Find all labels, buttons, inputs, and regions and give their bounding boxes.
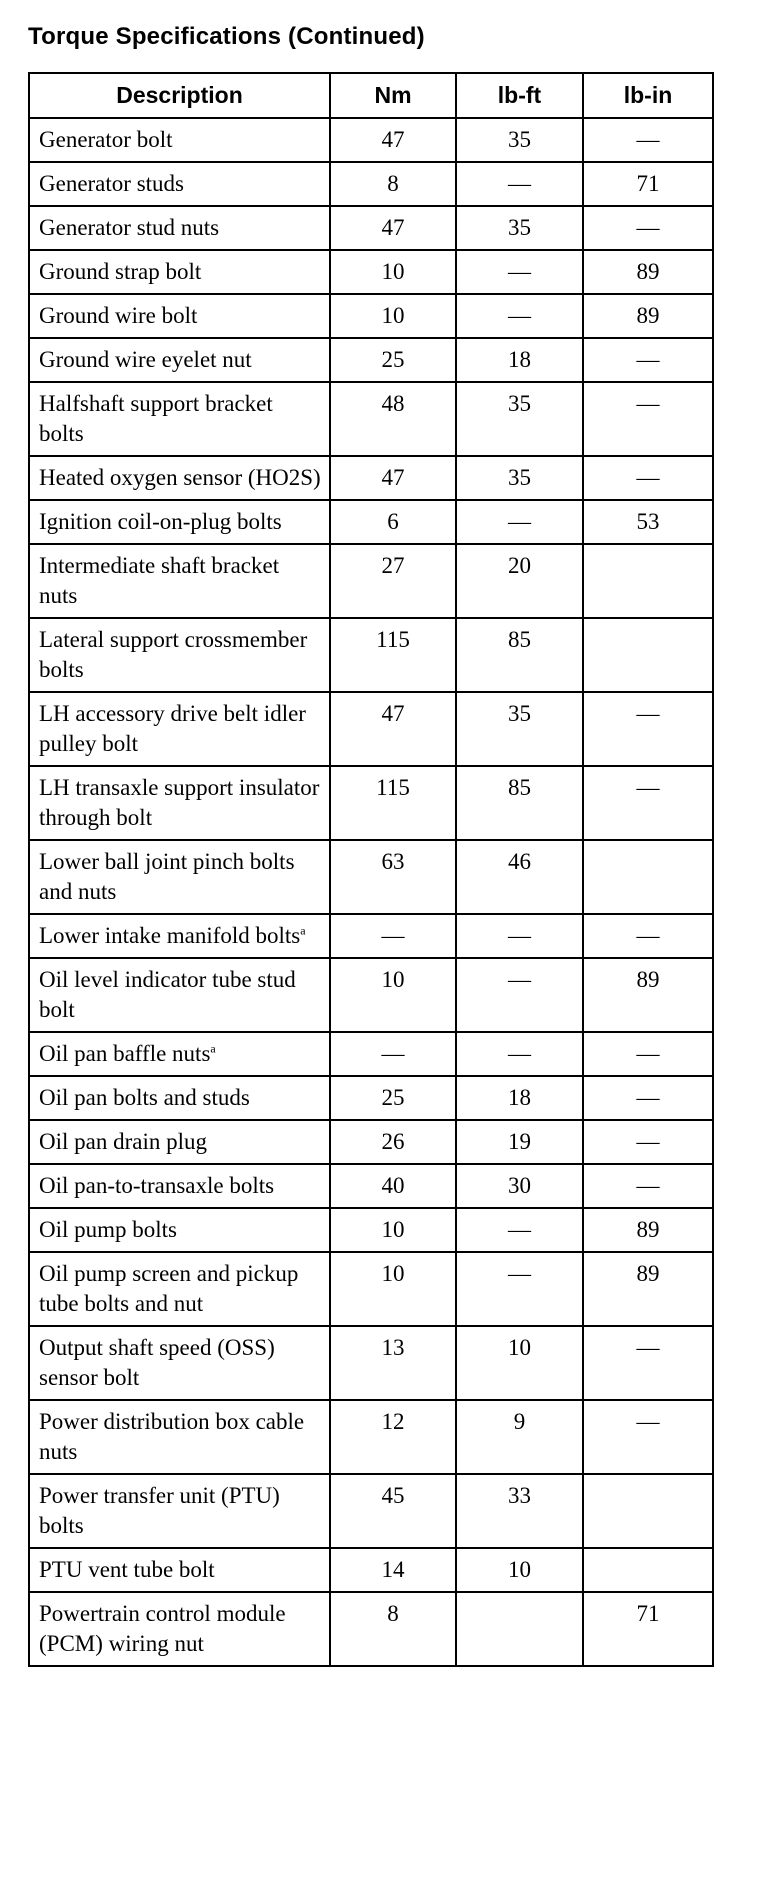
lb-in-cell (583, 840, 713, 914)
description-cell (29, 1592, 330, 1666)
header-lb-in: lb-in (583, 73, 713, 118)
lb-in-cell: — (583, 1120, 713, 1164)
table-row (29, 206, 713, 250)
description-text: Oil level indicator tube stud bolt (39, 967, 296, 1022)
lb-in-cell: 89 (583, 294, 713, 338)
description-text: Power distribution box cable nuts (39, 1409, 305, 1464)
description-cell (29, 1120, 330, 1164)
description-cell (29, 1164, 330, 1208)
description-cell (29, 618, 330, 692)
lb-in-cell (583, 1548, 713, 1592)
description-text: Generator bolt (39, 127, 173, 152)
description-cell (29, 914, 330, 958)
page-title: Torque Specifications (Continued) (28, 23, 425, 50)
description-cell (29, 840, 330, 914)
nm-cell: 25 (330, 1076, 456, 1120)
description-text: Powertrain control module (PCM) wiring nut (39, 1601, 286, 1656)
description-cell (29, 958, 330, 1032)
lb-in-cell: 71 (583, 162, 713, 206)
description-cell (29, 118, 330, 162)
table-row (29, 914, 713, 958)
table-row (29, 1548, 713, 1592)
lb-ft-cell: 35 (456, 118, 583, 162)
lb-in-cell: — (583, 1076, 713, 1120)
description-cell (29, 1474, 330, 1548)
lb-ft-cell: 19 (456, 1120, 583, 1164)
lb-ft-cell: 18 (456, 1076, 583, 1120)
description-cell (29, 1252, 330, 1326)
lb-in-cell: 89 (583, 1208, 713, 1252)
lb-in-cell: — (583, 1032, 713, 1076)
lb-in-cell: — (583, 1164, 713, 1208)
nm-cell: 115 (330, 618, 456, 692)
description-text: LH transaxle support insulator through bolt (39, 775, 320, 830)
document-page (28, 22, 712, 1667)
lb-in-cell: — (583, 692, 713, 766)
description-text: Oil pump screen and pickup tube bolts and nut (39, 1261, 299, 1316)
nm-cell: 10 (330, 294, 456, 338)
lb-ft-cell: 35 (456, 382, 583, 456)
table-row (29, 294, 713, 338)
table-row (29, 1400, 713, 1474)
description-cell (29, 1400, 330, 1474)
description-text: Power transfer unit (PTU) bolts (39, 1483, 280, 1538)
lb-ft-cell: 35 (456, 692, 583, 766)
header-lb-ft: lb-ft (456, 73, 583, 118)
lb-ft-cell: — (456, 914, 583, 958)
nm-cell: 48 (330, 382, 456, 456)
description-cell (29, 382, 330, 456)
lb-ft-cell: 85 (456, 766, 583, 840)
table-row (29, 250, 713, 294)
description-cell (29, 294, 330, 338)
nm-cell: 8 (330, 1592, 456, 1666)
description-text: Heated oxygen sensor (HO2S) (39, 465, 321, 490)
nm-cell: 25 (330, 338, 456, 382)
description-cell (29, 1032, 330, 1076)
lb-ft-cell: — (456, 294, 583, 338)
lb-in-cell: 89 (583, 250, 713, 294)
description-cell (29, 206, 330, 250)
description-text: Output shaft speed (OSS) sensor bolt (39, 1335, 275, 1390)
lb-ft-cell: — (456, 500, 583, 544)
table-row (29, 1252, 713, 1326)
header-nm: Nm (330, 73, 456, 118)
description-text: Oil pan bolts and studs (39, 1085, 250, 1110)
description-cell (29, 1326, 330, 1400)
nm-cell: 115 (330, 766, 456, 840)
lb-in-cell: 89 (583, 958, 713, 1032)
header-row (29, 73, 713, 118)
description-cell (29, 162, 330, 206)
table-row (29, 544, 713, 618)
lb-ft-cell: — (456, 1032, 583, 1076)
description-cell (29, 766, 330, 840)
nm-cell: 12 (330, 1400, 456, 1474)
nm-cell: 10 (330, 1252, 456, 1326)
nm-cell: 45 (330, 1474, 456, 1548)
nm-cell: 10 (330, 1208, 456, 1252)
lb-ft-cell: — (456, 1208, 583, 1252)
lb-ft-cell: 18 (456, 338, 583, 382)
description-text: Lower intake manifold bolts (39, 923, 301, 948)
lb-in-cell: — (583, 382, 713, 456)
description-cell (29, 456, 330, 500)
lb-ft-cell: 10 (456, 1548, 583, 1592)
nm-cell: 47 (330, 692, 456, 766)
table-body (29, 118, 713, 1666)
description-text: PTU vent tube bolt (39, 1557, 215, 1582)
lb-ft-cell: 30 (456, 1164, 583, 1208)
table-row (29, 958, 713, 1032)
lb-ft-cell: — (456, 958, 583, 1032)
nm-cell: 10 (330, 250, 456, 294)
nm-cell: 6 (330, 500, 456, 544)
table-row (29, 1326, 713, 1400)
torque-spec-table (28, 72, 714, 1667)
description-text: Ground strap bolt (39, 259, 202, 284)
table-row (29, 692, 713, 766)
nm-cell: 13 (330, 1326, 456, 1400)
description-text: Generator stud nuts (39, 215, 220, 240)
table-row (29, 1164, 713, 1208)
description-text: LH accessory drive belt idler pulley bolt (39, 701, 306, 756)
description-cell (29, 1076, 330, 1120)
table-row (29, 1120, 713, 1164)
nm-cell: 47 (330, 206, 456, 250)
table-row (29, 500, 713, 544)
table-row (29, 1474, 713, 1548)
description-text: Ground wire eyelet nut (39, 347, 252, 372)
description-cell (29, 250, 330, 294)
lb-in-cell (583, 618, 713, 692)
description-text: Generator studs (39, 171, 184, 196)
nm-cell: — (330, 914, 456, 958)
table-row (29, 618, 713, 692)
table-row (29, 162, 713, 206)
description-text: Halfshaft support bracket bolts (39, 391, 273, 446)
lb-in-cell: — (583, 118, 713, 162)
nm-cell: 8 (330, 162, 456, 206)
lb-ft-cell: — (456, 1252, 583, 1326)
nm-cell: 40 (330, 1164, 456, 1208)
nm-cell: 14 (330, 1548, 456, 1592)
lb-ft-cell: 33 (456, 1474, 583, 1548)
footnote-marker: a (210, 1041, 216, 1056)
description-text: Oil pan-to-transaxle bolts (39, 1173, 275, 1198)
description-text: Intermediate shaft bracket nuts (39, 553, 280, 608)
nm-cell: 63 (330, 840, 456, 914)
description-cell (29, 1208, 330, 1252)
lb-in-cell (583, 544, 713, 618)
description-text: Ignition coil-on-plug bolts (39, 509, 282, 534)
lb-in-cell: — (583, 766, 713, 840)
nm-cell: 10 (330, 958, 456, 1032)
nm-cell: 27 (330, 544, 456, 618)
description-cell (29, 500, 330, 544)
table-row (29, 118, 713, 162)
table-row (29, 456, 713, 500)
lb-ft-cell: 35 (456, 206, 583, 250)
lb-in-cell: 53 (583, 500, 713, 544)
description-cell (29, 338, 330, 382)
table-row (29, 1032, 713, 1076)
lb-ft-cell: 35 (456, 456, 583, 500)
description-text: Oil pump bolts (39, 1217, 178, 1242)
description-text: Lateral support crossmember bolts (39, 627, 308, 682)
lb-in-cell: 71 (583, 1592, 713, 1666)
lb-in-cell: — (583, 338, 713, 382)
lb-in-cell: — (583, 206, 713, 250)
table-row (29, 766, 713, 840)
table-header (29, 73, 713, 118)
lb-ft-cell: 9 (456, 1400, 583, 1474)
description-cell (29, 692, 330, 766)
description-cell (29, 1548, 330, 1592)
lb-ft-cell: — (456, 250, 583, 294)
table-row (29, 1076, 713, 1120)
table-row (29, 382, 713, 456)
nm-cell: — (330, 1032, 456, 1076)
description-text: Oil pan drain plug (39, 1129, 207, 1154)
lb-in-cell: — (583, 456, 713, 500)
table-row (29, 1592, 713, 1666)
lb-ft-cell: 85 (456, 618, 583, 692)
nm-cell: 26 (330, 1120, 456, 1164)
lb-in-cell: — (583, 1326, 713, 1400)
table-row (29, 840, 713, 914)
lb-in-cell (583, 1474, 713, 1548)
description-text: Lower ball joint pinch bolts and nuts (39, 849, 295, 904)
description-text: Ground wire bolt (39, 303, 198, 328)
lb-in-cell: — (583, 914, 713, 958)
nm-cell: 47 (330, 456, 456, 500)
header-description: Description (29, 73, 330, 118)
lb-ft-cell: 46 (456, 840, 583, 914)
lb-ft-cell: 10 (456, 1326, 583, 1400)
table-row (29, 1208, 713, 1252)
lb-ft-cell: — (456, 162, 583, 206)
description-text: Oil pan baffle nuts (39, 1041, 211, 1066)
lb-in-cell: 89 (583, 1252, 713, 1326)
description-cell (29, 544, 330, 618)
footnote-marker: a (300, 923, 306, 938)
lb-ft-cell (456, 1592, 583, 1666)
table-row (29, 338, 713, 382)
lb-in-cell: — (583, 1400, 713, 1474)
lb-ft-cell: 20 (456, 544, 583, 618)
nm-cell: 47 (330, 118, 456, 162)
